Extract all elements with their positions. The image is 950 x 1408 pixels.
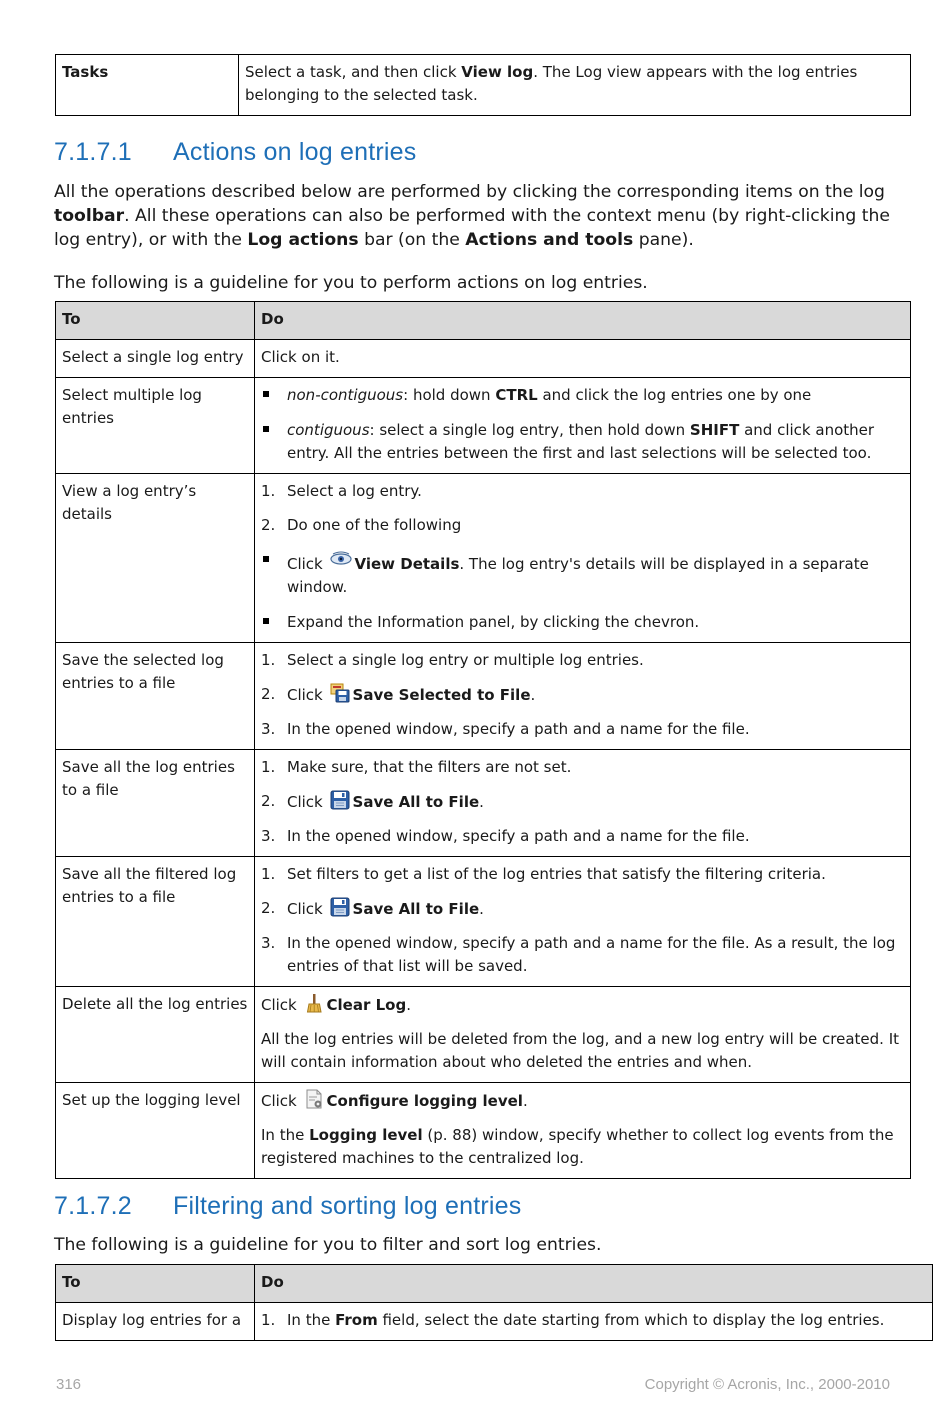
list-item: contiguous: select a single log entry, then hold down SHIFT and click another entry. All the entries between the first and last selections will be selected too. xyxy=(261,419,904,465)
numbered-list xyxy=(261,480,904,537)
table-row: Select a single log entry Click on it. xyxy=(56,340,911,378)
filtering-guideline-paragraph: The following is a guideline for you to filter and sort log entries. xyxy=(54,1235,602,1255)
floppy-disk-icon xyxy=(330,790,350,810)
bullet-list xyxy=(261,549,904,634)
page-number: 316 xyxy=(56,1376,82,1393)
list-item: Click View Details. The log entry's details will be displayed in a separate window. xyxy=(261,549,904,599)
logging-level-icon xyxy=(304,1089,324,1109)
list-item: 2. Click Save All to File. xyxy=(261,792,484,811)
table-row: Select multiple log entries non-contiguous: hold down CTRL and click the log entries one by one contiguous: select a single log entry, then hold down SHIFT and click another entry. All the entries between the first and last selections will be selected too. xyxy=(56,378,911,474)
list-item: 2. Click Save All to File. xyxy=(261,899,484,918)
copyright-notice: Copyright © Acronis, Inc., 2000-2010 xyxy=(644,1376,890,1393)
table-row: Delete all the log entries Click Clear Log. All the log entries will be deleted from the log, and a new log entry will be created. It will contain information about who deleted the entries and when. xyxy=(56,987,911,1083)
list-item: 1. Select a single log entry or multiple log entries. xyxy=(261,651,644,669)
actions-table xyxy=(55,301,911,1179)
table-row: View a log entry’s details 1. Select a log entry. 2. Do one of the following Click View Details. The log entry's details will be displayed in a separate window. Expand the Information panel, by clicking the chevron. xyxy=(56,474,911,643)
list-item: 2. Do one of the following xyxy=(261,516,462,534)
tasks-label: Tasks xyxy=(62,63,109,81)
table-row: Set up the logging level Click Configure logging level. In the Logging level (p. 88) window, specify whether to collect log events from the registered machines to the centralized log. xyxy=(56,1083,911,1179)
section-heading-filtering: 7.1.7.2 Filtering and sorting log entries xyxy=(54,1192,522,1220)
table-header-row: To Do xyxy=(56,302,911,340)
list-item: 1. Set filters to get a list of the log entries that satisfy the filtering criteria. xyxy=(261,865,826,883)
list-item: 3. In the opened window, specify a path and a name for the file. xyxy=(261,720,750,738)
table-row: Save all the log entries to a file 1. Make sure, that the filters are not set. 2. Click Save All to File. 3. In the opened window, specify a path and a name for the file. xyxy=(56,750,911,857)
list-item: 3. In the opened window, specify a path and a name for the file. xyxy=(261,827,750,845)
list-item: 1. Make sure, that the filters are not set. xyxy=(261,758,572,776)
tasks-table xyxy=(55,54,911,116)
eye-icon xyxy=(330,549,352,563)
numbered-list xyxy=(261,756,904,848)
list-item: Expand the Information panel, by clicking the chevron. xyxy=(261,611,904,634)
numbered-list xyxy=(261,863,904,978)
list-item: 2. Click Save Selected to File. xyxy=(261,685,536,704)
table-row: Display log entries for a 1. In the From field, select the date starting from which to display the log entries. xyxy=(56,1303,933,1341)
guideline-paragraph: The following is a guideline for you to perform actions on log entries. xyxy=(54,273,648,293)
numbered-list xyxy=(261,649,904,741)
table-row: Save all the filtered log entries to a file 1. Set filters to get a list of the log entries that satisfy the filtering criteria. 2. Click Save All to File. 3. In the opened window, specify a path and a name for the file. As a result, the log entries of that list will be saved. xyxy=(56,857,911,987)
list-item: 1. In the From field, select the date starting from which to display the log entries. xyxy=(261,1311,885,1329)
floppy-disk-icon xyxy=(330,897,350,917)
broom-icon xyxy=(304,993,324,1013)
bullet-list xyxy=(261,384,904,465)
list-item: 3. In the opened window, specify a path and a name for the file. As a result, the log entries of that list will be saved. xyxy=(261,934,896,975)
list-item: 1. Select a log entry. xyxy=(261,482,422,500)
section-heading-actions: 7.1.7.1 Actions on log entries xyxy=(54,138,417,166)
numbered-list xyxy=(261,1309,926,1332)
intro-paragraph: All the operations described below are performed by clicking the corresponding items on the log toolbar. All these operations can also be performed with the context menu (by right-clicking the log entry), or with the Log actions bar (on the Actions and tools pane). xyxy=(54,182,890,250)
table-row: Tasks Select a task, and then click View log. The Log view appears with the log entries belonging to the selected task. xyxy=(56,55,911,116)
filtering-table xyxy=(55,1264,933,1341)
table-row: Save the selected log entries to a file 1. Select a single log entry or multiple log entries. 2. Click Save Selected to File. 3. In the opened window, specify a path and a name for the file. xyxy=(56,643,911,750)
table-header-row: To Do xyxy=(56,1265,933,1303)
save-selected-icon xyxy=(330,683,350,703)
list-item: non-contiguous: hold down CTRL and click the log entries one by one xyxy=(261,384,904,407)
